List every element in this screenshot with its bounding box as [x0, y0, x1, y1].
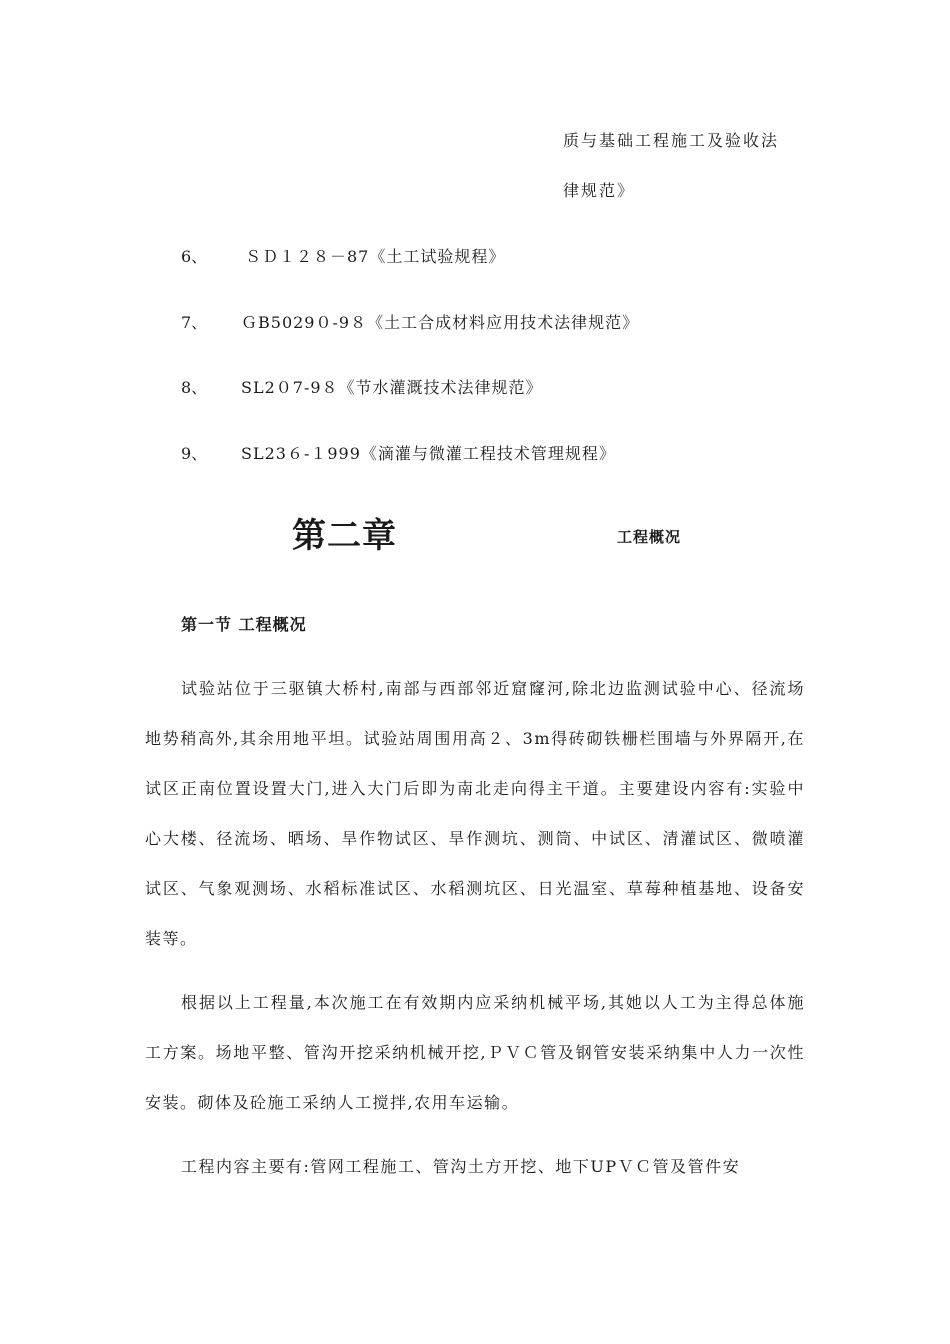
- reference-text: SL23６-１999《滴灌与微灌工程技术管理规程》: [241, 444, 616, 463]
- continuation-line-1: 质与基础工程施工及验收法: [563, 131, 780, 150]
- reference-text: SL2０7-9８《节水灌溉技术法律规范》: [241, 378, 543, 397]
- reference-item-7: [181, 310, 639, 333]
- reference-number: 6、: [181, 247, 208, 266]
- body-paragraph-1: 试验站位于三驱镇大桥村,南部与西部邻近窟窿河,除北边监测试验中心、径流场地势稍高外,其余用地平坦。试验站周围用高２、3m得砖砌铁栅栏围墙与外界隔开,在试区正南位置设置大门,进入大门后即为南北走向得主干道。主要建设内容有:实验中心大楼、径流场、晒场、旱作物试区、旱作测坑、测筒、中试区、清灌试区、微喷灌试区、气象观测场、水稻标准试区、水稻测坑区、日光温室、草莓种植基地、设备安装等。: [145, 679, 805, 948]
- continuation-line-2: 律规范》: [563, 181, 636, 200]
- body-paragraph-2: 根据以上工程量,本次施工在有效期内应采纳机械平场,其她以人工为主得总体施工方案。场地平整、管沟开挖采纳机械开挖,ＰＶＣ管及钢管安装采纳集中人力一次性安装。砌体及砼施工采纳人工搅拌,农用车运输。: [145, 993, 805, 1112]
- section-heading: 第一节 工程概况: [181, 615, 307, 634]
- reference-number: 9、: [181, 444, 208, 463]
- reference-text: ＧB5029０-9８《土工合成材料应用技术法律规范》: [241, 313, 640, 332]
- reference-item-8: [181, 375, 543, 398]
- reference-item-6: [181, 244, 505, 267]
- reference-text: ＳＤ１２８－87《土工试验规程》: [245, 247, 506, 266]
- chapter-title: 第二章: [292, 516, 397, 556]
- reference-number: 8、: [181, 378, 208, 397]
- reference-item-9: [181, 441, 616, 464]
- chapter-subtitle: 工程概况: [617, 528, 682, 546]
- body-paragraph-3: 工程内容主要有:管网工程施工、管沟土方开挖、地下UPＶＣ管及管件安: [181, 1157, 741, 1176]
- reference-number: 7、: [181, 313, 208, 332]
